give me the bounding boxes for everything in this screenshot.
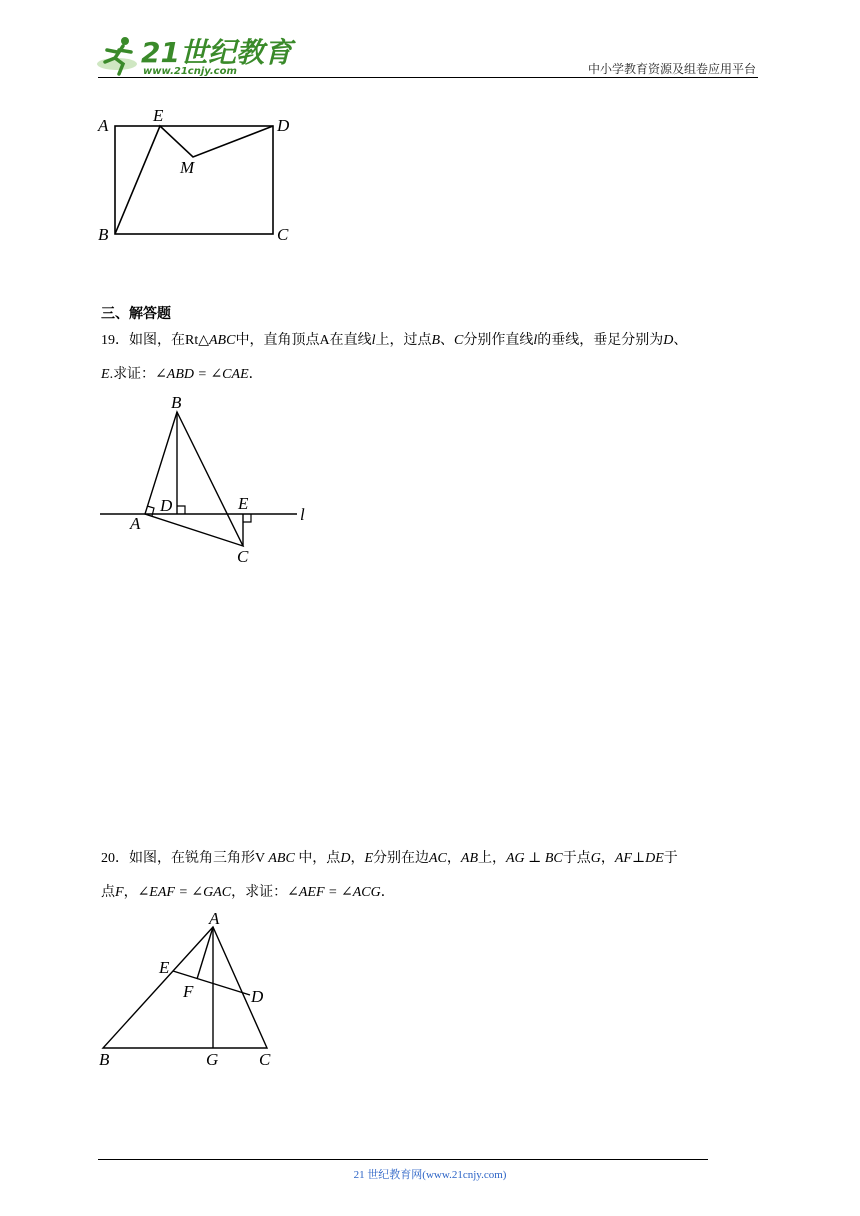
q20-text: ，求证： — [231, 885, 288, 900]
figure-right-triangle — [95, 390, 325, 570]
q20-text: 分别在边 — [373, 851, 429, 866]
path-b-e-m-d — [115, 126, 273, 234]
q19-math: B — [431, 333, 441, 348]
q20-math: AF⊥DE — [614, 851, 664, 866]
logo-url-text: www.21cnjy.com — [143, 66, 237, 77]
header-divider — [98, 77, 758, 78]
q19-text: .求证： — [109, 367, 156, 382]
rectangle-abcd — [115, 126, 273, 234]
right-angle-d — [177, 506, 185, 514]
q20-text: ， — [446, 851, 461, 866]
q20-text: ， — [600, 851, 615, 866]
footer-link[interactable]: 21 世纪教育网(www.21cnjy.com) — [353, 1169, 507, 1181]
q19-math: ∠ABD = ∠CAE — [155, 367, 249, 382]
q20-text: 上， — [478, 851, 506, 866]
logo — [95, 34, 292, 83]
q20-math: AB — [460, 851, 478, 866]
q19-text: ． — [248, 367, 263, 382]
question-20-line-1 — [101, 843, 781, 875]
q19-math: C — [454, 333, 464, 348]
label-b: B — [98, 225, 109, 244]
label-d: D — [277, 116, 290, 135]
q19-text: 、 — [440, 333, 455, 348]
label-f: F — [183, 982, 194, 1001]
label-g: G — [206, 1050, 219, 1069]
q19-text: 的垂线，垂足分别为 — [537, 333, 664, 348]
q20-math: F — [115, 885, 124, 900]
q19-math: E — [101, 367, 110, 382]
label-l: l — [300, 505, 305, 524]
section-title: 三、解答题 — [101, 306, 171, 322]
question-19-line-2 — [101, 359, 781, 391]
q19-text: 上，过点 — [375, 333, 432, 348]
q20-text: 中，点 — [294, 851, 341, 866]
q20-text: 于 — [663, 851, 678, 866]
q20-math: ∠AEF = ∠ACG — [287, 885, 381, 900]
q20-math: E — [364, 851, 373, 866]
figure-acute-triangle — [95, 905, 295, 1070]
q20-math: ∠EAF = ∠GAC — [137, 885, 232, 900]
label-c: C — [277, 225, 289, 244]
q19-text: 分别作直线 — [463, 333, 534, 348]
figure-rectangle — [90, 100, 310, 250]
label-a: A — [130, 514, 141, 533]
footer-divider — [98, 1159, 708, 1160]
q19-text: 、 — [673, 333, 688, 348]
label-e: E — [238, 494, 249, 513]
q20-text: ， — [350, 851, 365, 866]
platform-title: 中小学教育资源及组卷应用平台 — [587, 62, 756, 76]
label-e: E — [159, 958, 170, 977]
label-d: D — [160, 496, 173, 515]
q20-math: D — [340, 851, 351, 866]
q20-text: ． — [380, 885, 395, 900]
q20-math: G — [590, 851, 601, 866]
q20-text: 于点 — [562, 851, 591, 866]
triangle-abc — [145, 412, 243, 546]
q19-math: l — [371, 333, 376, 348]
right-angle-e — [243, 514, 251, 522]
q20-math: ABC — [268, 851, 295, 866]
logo-runner-icon — [95, 34, 292, 78]
q19-text: 19．如图，在Rt△ — [101, 333, 209, 348]
q20-text: 点 — [101, 885, 115, 900]
label-b: B — [171, 393, 182, 412]
q20-math: AG ⊥ BC — [506, 851, 563, 866]
q19-math: ABC — [209, 333, 236, 348]
q20-text: 20．如图，在锐角三角形V — [101, 851, 269, 866]
label-m: M — [180, 158, 195, 177]
q19-math: l — [533, 333, 538, 348]
label-a: A — [209, 909, 220, 928]
logo-main-text: 21世纪教育 — [141, 36, 292, 69]
q20-math: AC — [429, 851, 447, 866]
q19-text: 中，直角顶点A在直线 — [235, 333, 372, 348]
label-c: C — [259, 1050, 271, 1069]
label-a: A — [98, 116, 109, 135]
q20-text: ， — [123, 885, 138, 900]
label-b: B — [99, 1050, 110, 1069]
label-c: C — [237, 547, 249, 566]
label-e: E — [153, 106, 164, 125]
question-19-line-1 — [101, 325, 781, 357]
label-d: D — [251, 987, 264, 1006]
q19-math: D — [663, 333, 674, 348]
